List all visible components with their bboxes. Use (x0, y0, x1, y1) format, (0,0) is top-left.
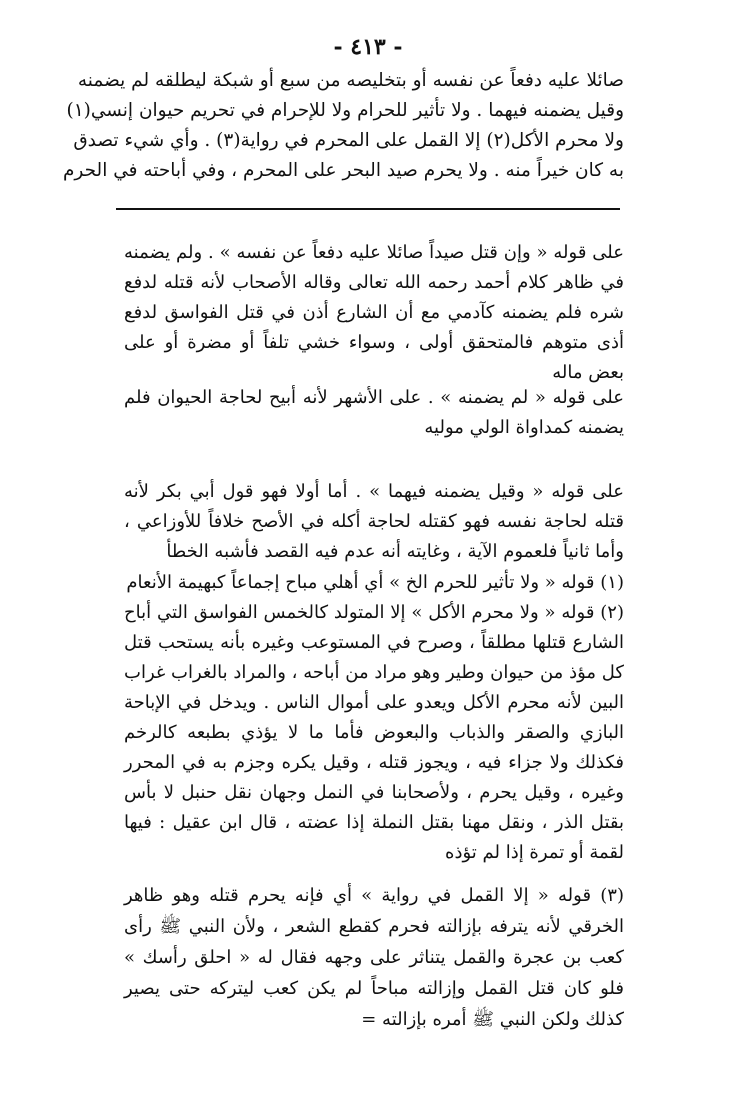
separator-rule (116, 208, 620, 210)
main-text-line: وقيل يضمنه فيهما . ولا تأثير للحرام ولا للإحرام في تحريم حيوان إنسي(١) (66, 100, 624, 121)
footnote-1 (124, 568, 624, 598)
main-text (62, 66, 624, 186)
commentary-text: على قوله « لم يضمنه » . على الأشهر لأنه أبيح لحاجة الحيوان فلم يضمنه كمداواة الولي موليه (124, 387, 624, 438)
main-text-line: صائلا عليه دفعاً عن نفسه أو بتخليصه من سبع أو شبكة ليطلقه لم يضمنه (77, 70, 624, 91)
footnote-2 (124, 598, 624, 868)
main-text-line: ولا محرم الأكل(٢) إلا القمل على المحرم في رواية(٣) . وأي شيء تصدق (73, 130, 624, 151)
footnote-3 (124, 880, 624, 1035)
footnote-text: (٢) قوله « ولا محرم الأكل » إلا المتولد كالخمس الفواسق التي أباح الشارع قتلها مطلقاً ، وصرح في المستوعب وغيره بأنه يستحب قتل كل مؤذ من حيوان وطير وهو مراد من أباحه ، والمراد بالغراب غراب البين لأنه محرم الأكل ويعدو على أموال الناس . ويدخل في الإباحة البازي والصقر والذباب والبعوض فأما ما لا يؤذي بطبعه كالرخم فكذلك ولا جزاء فيه ، ويجوز قتله ، وقيل يكره وجزم به في المحرر وغيره ، وقيل يحرم ، ولأصحابنا في النمل وجهان نقل حنبل لا بأس بقتل الذر ، ونقل مهنا بقتل النملة إذا عضته ، قال ابن عقيل : فيها لقمة أو تمرة إذا لم تؤذه (124, 602, 624, 863)
commentary-paragraph (124, 238, 624, 388)
footnote-text: (٣) قوله « إلا القمل في رواية » أي فإنه يحرم قتله وهو ظاهر الخرقي لأنه يترفه بإزالته فحرم كقطع الشعر ، ولأن النبي ﷺ رأى كعب بن عجرة والقمل يتناثر على وجهه فقال له « احلق رأسك » فلو كان قتل القمل وإزالته مباحاً لم يكن كعب ليتركه حتى يصير كذلك ولكن النبي ﷺ أمره بإزالته = (124, 885, 624, 1030)
commentary-paragraph (124, 383, 624, 443)
commentary-text: على قوله « وقيل يضمنه فيهما » . أما أولا فهو قول أبي بكر لأنه قتله لحاجة نفسه فهو كقتله لحاجة أكله في الأصح خلافاً للأوزاعي ، وأما ثانياً فلعموم الآية ، وغايته أنه عدم فيه القصد فأشبه الخطأ (124, 481, 624, 562)
commentary-paragraph (124, 477, 624, 567)
main-text-line: به كان خيراً منه . ولا يحرم صيد البحر على المحرم ، وفي أباحته في الحرم (62, 160, 624, 181)
commentary-text: على قوله « وإن قتل صيداً صائلا عليه دفعاً عن نفسه » . ولم يضمنه في ظاهر كلام أحمد رحمه الله تعالى وقاله الأصحاب لأنه قتله لدفع شره فلم يضمنه كآدمي مع أن الشارع أذن في قتل الفواسق لدفع أذى متوهم فالمتحقق أولى ، وسواء خشي تلفاً أو مضرة أو على بعض ماله (124, 242, 624, 383)
footnote-text: (١) قوله « ولا تأثير للحرم الخ » أي أهلي مباح إجماعاً كبهيمة الأنعام (126, 572, 624, 593)
page-number: - ٤١٣ - (333, 34, 403, 60)
